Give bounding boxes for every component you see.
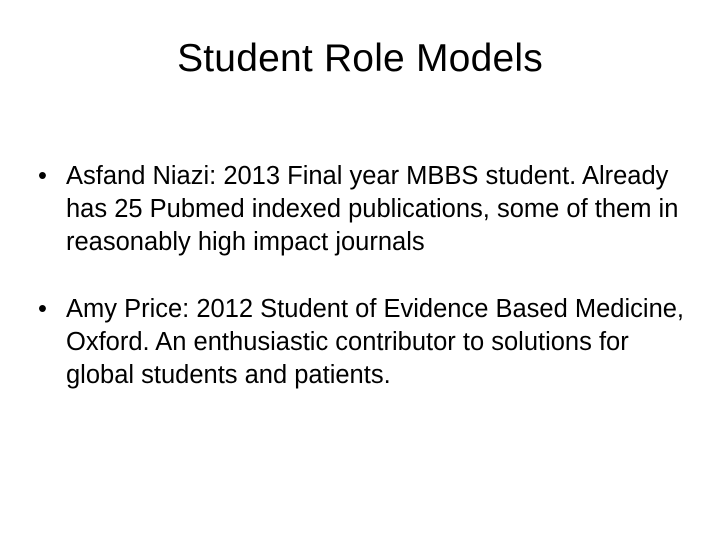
list-item-text: Amy Price: 2012 Student of Evidence Based Medicine, Oxford. An enthusiastic contributor to solutions for global students and patients. bbox=[66, 295, 685, 389]
bullet-icon: • bbox=[38, 295, 47, 323]
page-title: Student Role Models bbox=[177, 37, 543, 80]
list-item-text: Asfand Niazi: 2013 Final year MBBS student. Already has 25 Pubmed indexed publications, some of them in reasonably high impact journals bbox=[66, 162, 679, 256]
bullet-icon: • bbox=[38, 162, 47, 190]
list-item bbox=[30, 160, 690, 259]
bullet-list bbox=[30, 160, 690, 392]
list-item bbox=[30, 293, 690, 392]
